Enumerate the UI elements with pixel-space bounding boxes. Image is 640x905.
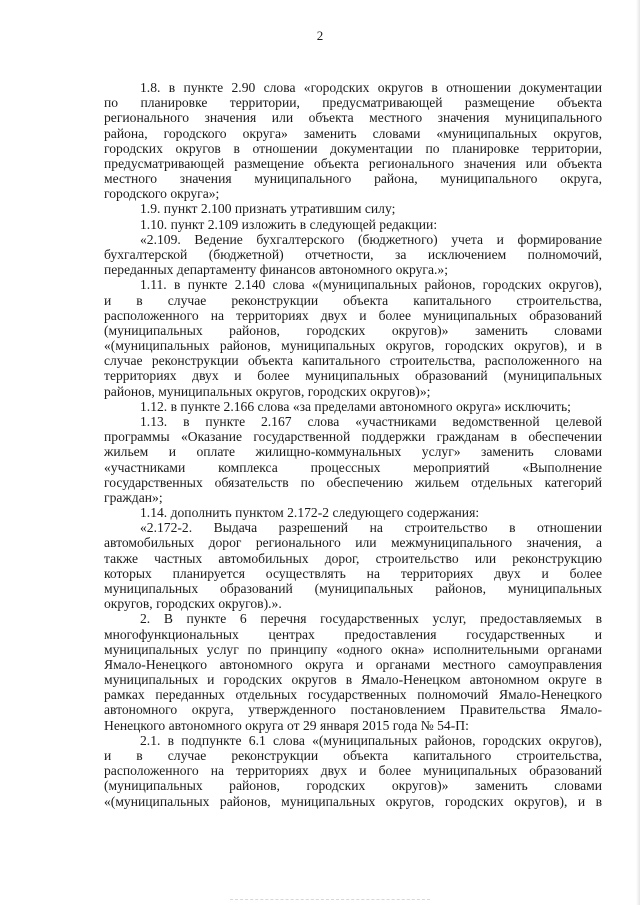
text-line: бухгалтерской (бюджетной) отчетности, за исключением полномочий,: [104, 247, 602, 262]
text-line: 1.11. в пункте 2.140 слова «(муниципальных районов, городских округов),: [140, 277, 602, 293]
text-line: 1.10. пункт 2.109 изложить в следующей редакции:: [140, 216, 438, 232]
text-line: автономного округа, утвержденного постановлением Правительства Ямало-: [104, 702, 602, 718]
text-line: 2. В пункте 6 перечня государственных услуг, предоставляемых в: [140, 611, 602, 627]
text-line: граждан»;: [104, 489, 163, 505]
text-line: и в случае реконструкции объекта капитального строительства,: [104, 747, 602, 763]
text-line: переданных департаменту финансов автономного округа.»;: [104, 262, 448, 278]
text-line: 1.9. пункт 2.100 признать утратившим силу;: [140, 201, 396, 217]
text-line: 1.13. в пункте 2.167 слова «участниками ведомственной целевой: [140, 414, 602, 429]
text-line: (муниципальных районов, городских округов)» заменить словами: [104, 322, 602, 338]
text-line: района, городского округа» заменить словами «муниципальных округов,: [104, 125, 602, 141]
text-line: 1.12. в пункте 2.166 слова «за пределами автономного округа» исключить;: [140, 398, 571, 414]
text-line: 1.8. в пункте 2.90 слова «городских округов в отношении документации: [140, 80, 602, 95]
text-line: округов, городских округов).».: [104, 596, 282, 612]
scan-footer-mark: [230, 899, 430, 902]
text-line: «(муниципальных районов, муниципальных округов, городских округов), и в: [104, 793, 602, 809]
text-line: «участниками комплекса процессных мероприятий «Выполнение: [104, 459, 602, 475]
text-line: «(муниципальных районов, муниципальных округов, городских округов), и в: [104, 338, 602, 354]
text-line: территориях двух и более муниципальных образований (муниципальных: [104, 368, 602, 384]
text-line: расположенного на территориях двух и более муниципальных образований: [104, 307, 602, 323]
text-line: «2.109. Ведение бухгалтерского (бюджетного) учета и формирование: [140, 231, 602, 247]
text-line: программы «Оказание государственной поддержки гражданам в обеспечении: [104, 429, 602, 445]
text-line: государственных обязательств по обеспечению жильем отдельных категорий: [104, 474, 602, 490]
text-line: которых планируется осуществлять на территориях двух и более: [104, 565, 602, 581]
text-line: многофункциональных центрах предоставления государственных и: [104, 626, 602, 642]
text-line: и в случае реконструкции объекта капитального строительства,: [104, 292, 602, 308]
text-line: муниципальных образований (муниципальных районов, муниципальных: [104, 580, 602, 596]
text-line: рамках переданных отдельных государственных полномочий Ямало-Ненецкого: [104, 687, 602, 703]
text-line: жильем и оплате жилищно-коммунальных услуг» заменить словами: [104, 444, 602, 460]
text-line: регионального значения или объекта местного значения муниципального: [104, 110, 602, 126]
text-line: случае реконструкции объекта капитального строительства, расположенного на: [104, 353, 602, 369]
text-line: также частных автомобильных дорог, строительство или реконструкцию: [104, 550, 602, 566]
text-line: автомобильных дорог регионального или межмуниципального значения, а: [104, 535, 602, 551]
text-line: расположенного на территориях двух и более муниципальных образований: [104, 763, 602, 779]
text-line: по планировке территории, предусматривающей размещение объекта: [104, 95, 602, 111]
text-line: городского округа»;: [104, 186, 220, 202]
text-line: 1.14. дополнить пунктом 2.172-2 следующего содержания:: [140, 505, 480, 520]
text-line: предусматривающей размещение объекта регионального значения или объекта: [104, 155, 602, 171]
text-line: (муниципальных районов, городских округов)» заменить словами: [104, 778, 602, 794]
text-line: муниципальных и городских округов в Ямало-Ненецком автономном округе в: [104, 672, 602, 687]
text-line: Ямало-Ненецкого автономного округа и органами местного самоуправления: [104, 656, 602, 672]
text-line: городских округов в отношении документации по планировке территории,: [104, 140, 602, 156]
text-line: 2.1. в подпункте 6.1 слова «(муниципальных районов, городских округов),: [140, 732, 602, 748]
page-number: 2: [316, 28, 324, 43]
text-line: «2.172-2. Выдача разрешений на строительство в отношении: [140, 520, 602, 536]
scan-edge: [636, 0, 640, 905]
text-line: местного значения муниципального района, муниципального округа,: [104, 171, 602, 187]
text-line: районов, муниципальных округов, городских округов)»;: [104, 383, 431, 399]
text-line: муниципальных услуг по принципу «одного окна» исполнительными органами: [104, 641, 602, 657]
text-line: Ненецкого автономного округа от 29 января 2015 года № 54-П:: [104, 717, 469, 733]
